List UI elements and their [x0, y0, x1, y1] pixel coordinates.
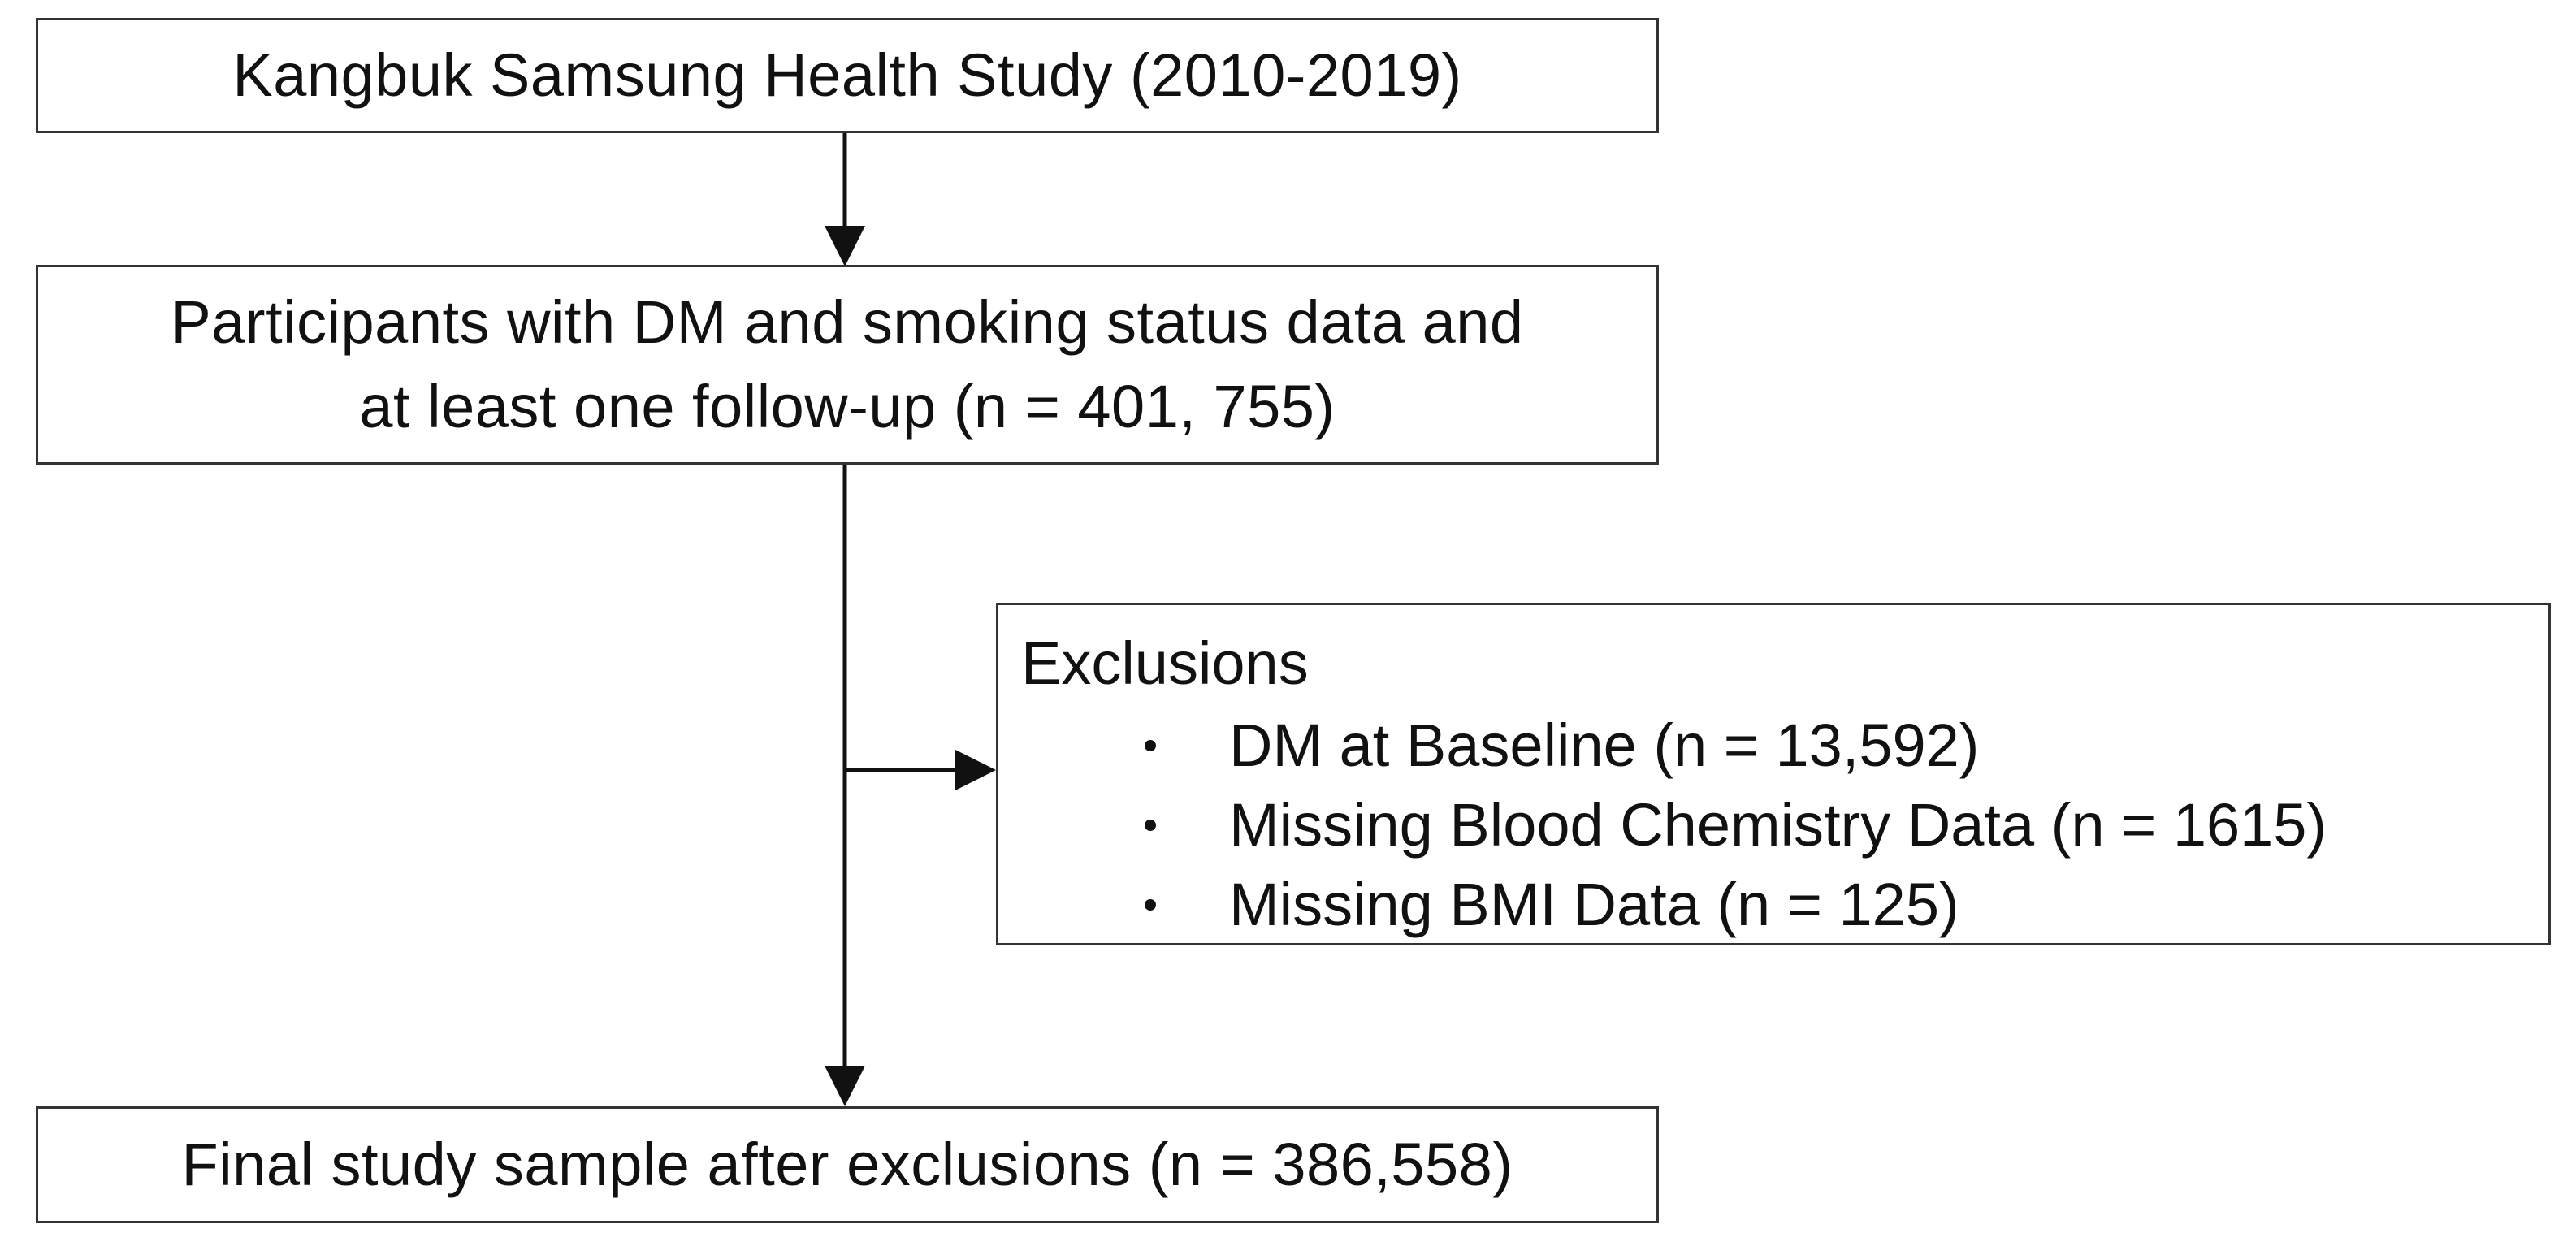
bullet-icon: [1145, 820, 1156, 831]
participants-line-1: Participants with DM and smoking status data and: [171, 288, 1524, 356]
exclusion-item-label: Missing BMI Data (n = 125): [1229, 871, 1959, 938]
participants-box: [36, 265, 1659, 465]
source-text: Kangbuk Samsung Health Study (2010-2019): [232, 41, 1462, 109]
final-sample-text: Final study sample after exclusions (n = 386,558): [181, 1131, 1513, 1198]
source-box: [36, 18, 1659, 133]
exclusion-item-label: Missing Blood Chemistry Data (n = 1615): [1229, 791, 2327, 859]
final-sample-box: [36, 1106, 1659, 1223]
exclusion-item: [1145, 706, 2327, 785]
exclusion-item: [1145, 785, 2327, 865]
exclusion-item: [1145, 865, 2327, 945]
exclusions-title: Exclusions: [1021, 630, 1309, 697]
bullet-icon: [1145, 740, 1156, 751]
participants-line-2: at least one follow-up (n = 401, 755): [359, 373, 1336, 440]
exclusion-item-label: DM at Baseline (n = 13,592): [1229, 712, 1980, 779]
exclusions-list: [1145, 706, 2327, 945]
exclusions-box: [996, 603, 2551, 945]
bullet-icon: [1145, 899, 1156, 911]
